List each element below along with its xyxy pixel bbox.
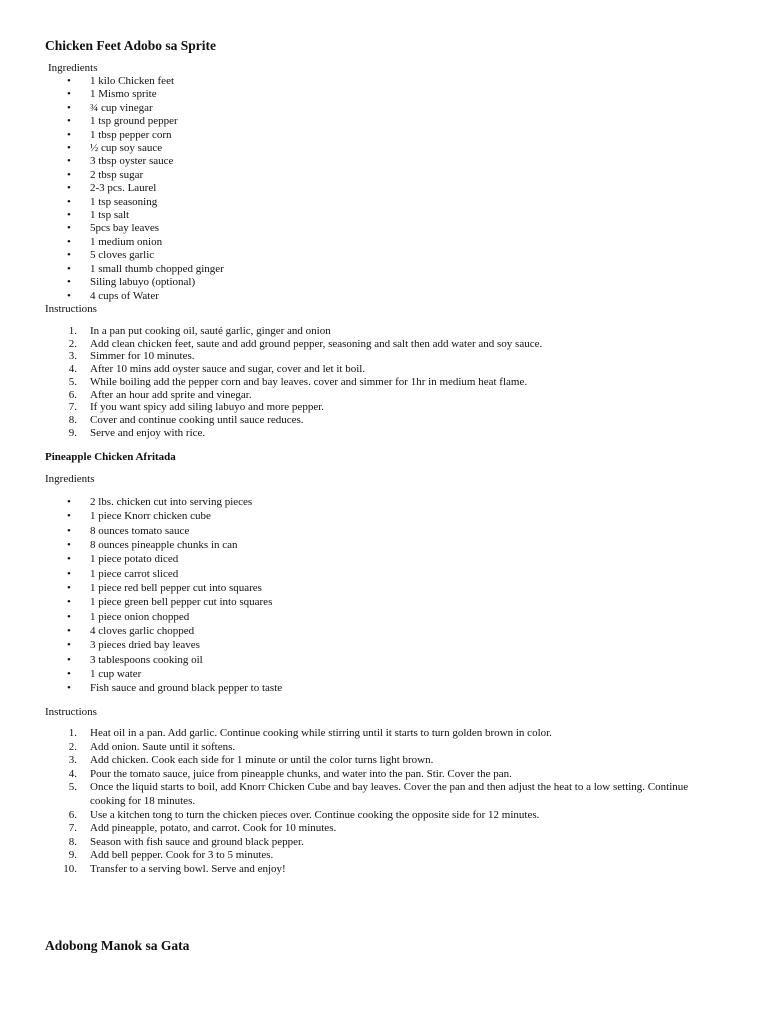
step-text: In a pan put cooking oil, sauté garlic, ginger and onion xyxy=(90,325,331,337)
ingredient-item: • 1 medium onion xyxy=(45,236,224,249)
recipe2-ingredients-list xyxy=(45,495,282,696)
step-number: 9. xyxy=(68,849,77,862)
recipe2-instructions-label: Instructions xyxy=(45,706,97,718)
step-number: 10. xyxy=(63,862,77,875)
ingredient-item: • Siling labuyo (optional) xyxy=(45,276,224,289)
step-text: Heat oil in a pan. Add garlic. Continue cooking while stirring until it starts to turn golden brown in color. xyxy=(90,727,552,739)
step-text: Once the liquid starts to boil, add Knorr Chicken Cube and bay leaves. Cover the pan and then adjust the heat to a low setting. Continue cooking for 18 minutes. xyxy=(90,781,689,807)
instruction-step xyxy=(45,325,690,338)
step-text: While boiling add the pepper corn and bay leaves. cover and simmer for 1hr in medium heat flame. xyxy=(90,375,528,388)
step-text: Cover and continue cooking until sauce reduces. xyxy=(90,413,304,426)
step-text: After an hour add sprite and vinegar. xyxy=(90,388,252,401)
step-text: Add clean chicken feet, saute and add ground pepper, seasoning and salt then add water and soy sauce. xyxy=(90,337,543,350)
ingredient-item: • 1 piece potato diced xyxy=(45,552,282,566)
instruction-step xyxy=(45,741,690,755)
recipe1-ingredients-label: Ingredients xyxy=(48,62,98,74)
ingredient-item: • 1 piece green bell pepper cut into squares xyxy=(45,595,282,609)
step-text: Add bell pepper. Cook for 3 to 5 minutes. xyxy=(90,849,274,862)
step-number: 9. xyxy=(68,426,77,439)
ingredient-item: • 2-3 pcs. Laurel xyxy=(45,182,224,195)
instruction-step xyxy=(45,376,690,389)
ingredient-item: • 8 ounces tomato sauce xyxy=(45,524,282,538)
ingredient-item: • 2 lbs. chicken cut into serving pieces xyxy=(45,495,282,509)
recipe3-title: Adobong Manok sa Gata xyxy=(45,938,190,953)
ingredient-item: • 1 tsp salt xyxy=(45,209,224,222)
step-number: 4. xyxy=(68,363,77,376)
step-number: 6. xyxy=(68,808,77,821)
recipe1-instructions-label: Instructions xyxy=(45,303,97,315)
instruction-step xyxy=(45,401,690,414)
step-text: Pour the tomato sauce, juice from pineapple chunks, and water into the pan. Stir. Cover the pan. xyxy=(90,767,512,780)
ingredient-item: • 1 piece Knorr chicken cube xyxy=(45,509,282,523)
instruction-step xyxy=(45,836,690,850)
ingredient-item: • 8 ounces pineapple chunks in can xyxy=(45,538,282,552)
step-text: Add onion. Saute until it softens. xyxy=(90,740,236,753)
ingredient-item: • 3 tablespoons cooking oil xyxy=(45,653,282,667)
step-number: 6. xyxy=(68,388,77,401)
ingredient-item: • 1 kilo Chicken feet xyxy=(45,75,224,88)
instruction-step xyxy=(45,781,690,808)
instruction-step xyxy=(45,389,690,402)
instruction-step xyxy=(45,338,690,351)
ingredient-item: • 3 tbsp oyster sauce xyxy=(45,155,224,168)
instruction-step xyxy=(45,754,690,768)
instruction-step xyxy=(45,727,690,741)
recipe1-instructions-list xyxy=(45,325,690,439)
ingredient-item: • Fish sauce and ground black pepper to taste xyxy=(45,681,282,695)
ingredient-item: • 2 tbsp sugar xyxy=(45,169,224,182)
instruction-step xyxy=(45,863,690,877)
step-text: Simmer for 10 minutes. xyxy=(90,350,195,363)
recipe2-title: Pineapple Chicken Afritada xyxy=(45,451,176,463)
recipe2-instructions-list xyxy=(45,727,690,877)
step-text: Season with fish sauce and ground black pepper. xyxy=(90,835,304,848)
ingredient-item: • 1 tsp seasoning xyxy=(45,196,224,209)
step-number: 3. xyxy=(68,350,77,363)
step-text: Serve and enjoy with rice. xyxy=(90,426,206,439)
ingredient-item: • 4 cups of Water xyxy=(45,290,224,303)
ingredient-item: • 1 tsp ground pepper xyxy=(45,115,224,128)
instruction-step xyxy=(45,427,690,440)
step-number: 2. xyxy=(68,337,77,350)
ingredient-item: • 1 Mismo sprite xyxy=(45,88,224,101)
ingredient-item: • 1 piece carrot sliced xyxy=(45,567,282,581)
step-number: 8. xyxy=(68,835,77,848)
ingredient-item: • 4 cloves garlic chopped xyxy=(45,624,282,638)
ingredient-item: • 1 piece red bell pepper cut into squares xyxy=(45,581,282,595)
step-number: 1. xyxy=(68,727,77,739)
step-text: If you want spicy add siling labuyo and more pepper. xyxy=(90,401,325,414)
ingredient-item: • 1 small thumb chopped ginger xyxy=(45,263,224,276)
step-text: Add pineapple, potato, and carrot. Cook for 10 minutes. xyxy=(90,822,337,835)
recipe1-ingredients-list xyxy=(45,75,224,303)
step-number: 4. xyxy=(68,767,77,780)
instruction-step xyxy=(45,809,690,823)
instruction-step xyxy=(45,350,690,363)
step-number: 3. xyxy=(68,754,77,767)
step-number: 1. xyxy=(68,325,77,337)
step-number: 5. xyxy=(68,375,77,388)
instruction-step xyxy=(45,363,690,376)
instruction-step xyxy=(45,768,690,782)
step-number: 7. xyxy=(68,822,77,835)
step-number: 2. xyxy=(68,740,77,753)
ingredient-item: • ¾ cup vinegar xyxy=(45,102,224,115)
ingredient-item: • ½ cup soy sauce xyxy=(45,142,224,155)
step-number: 5. xyxy=(68,781,77,794)
step-number: 8. xyxy=(68,413,77,426)
step-text: Use a kitchen tong to turn the chicken pieces over. Continue cooking the opposite side for 12 minutes. xyxy=(90,808,540,821)
ingredient-item: • 5pcs bay leaves xyxy=(45,222,224,235)
ingredient-item: • 1 cup water xyxy=(45,667,282,681)
ingredient-item: • 1 piece onion chopped xyxy=(45,610,282,624)
step-number: 7. xyxy=(68,401,77,414)
instruction-step xyxy=(45,849,690,863)
step-text: Add chicken. Cook each side for 1 minute or until the color turns light brown. xyxy=(90,754,434,767)
ingredient-item: • 1 tbsp pepper corn xyxy=(45,129,224,142)
recipe1-title: Chicken Feet Adobo sa Sprite xyxy=(45,38,217,53)
ingredient-item: • 5 cloves garlic xyxy=(45,249,224,262)
step-text: Transfer to a serving bowl. Serve and enjoy! xyxy=(90,862,286,875)
recipe2-ingredients-label: Ingredients xyxy=(45,473,95,485)
step-text: After 10 mins add oyster sauce and sugar, cover and let it boil. xyxy=(90,363,366,376)
instruction-step xyxy=(45,822,690,836)
instruction-step xyxy=(45,414,690,427)
ingredient-item: • 3 pieces dried bay leaves xyxy=(45,638,282,652)
